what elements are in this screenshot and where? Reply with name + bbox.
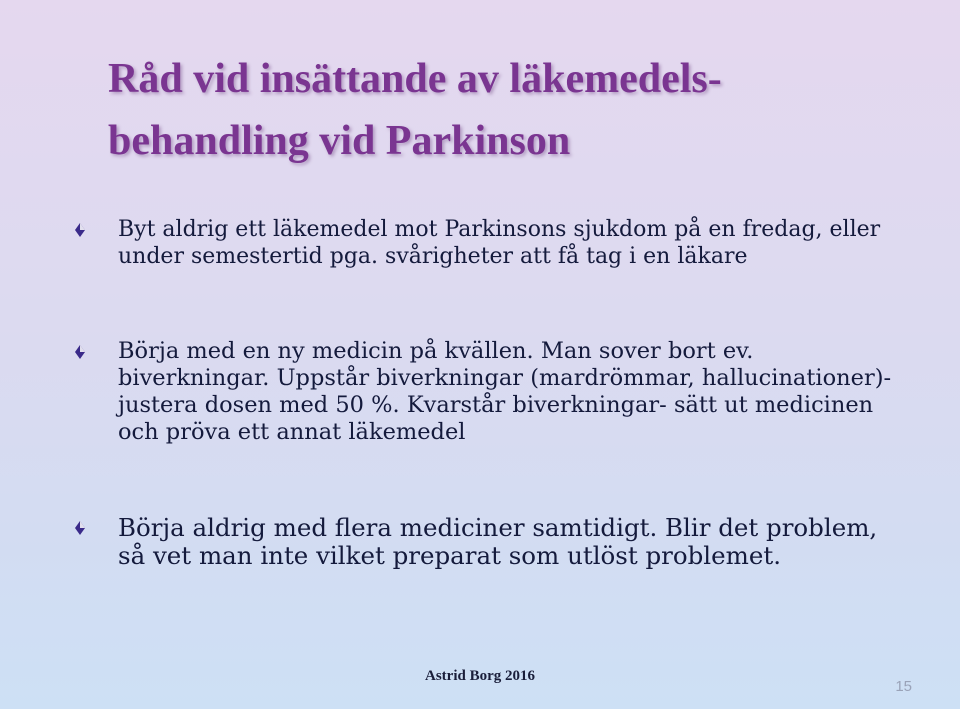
bullet-text: Byt aldrig ett läkemedel mot Parkinsons sjukdom på en fredag, eller under semestertid pga. svårigheter att få tag i en läkare xyxy=(118,217,881,269)
diamond-bullet-icon xyxy=(72,344,88,360)
bullet-item xyxy=(72,338,892,446)
slide-title-line-1: Råd vid insättande av läkemedels- xyxy=(108,56,722,102)
diamond-bullet-icon xyxy=(72,222,88,238)
page-number: 15 xyxy=(895,678,912,695)
slide-title-line-2: behandling vid Parkinson xyxy=(108,118,571,164)
diamond-bullet-icon xyxy=(72,520,88,536)
footer-author: Astrid Borg 2016 xyxy=(425,668,535,684)
bullet-text: Börja med en ny medicin på kvällen. Man sover bort ev. biverkningar. Uppstår biverkningar (mardrömmar, hallucinationer)- justera dosen med 50 %. Kvarstår biverkningar- sätt ut medicinen och pröva ett annat läkemedel xyxy=(118,338,892,445)
bullet-item xyxy=(72,216,892,270)
bullet-item xyxy=(72,514,892,570)
slide-title xyxy=(108,48,948,172)
bullet-text: Börja aldrig med flera mediciner samtidigt. Blir det problem, så vet man inte vilket preparat som utlöst problemet. xyxy=(118,513,878,570)
